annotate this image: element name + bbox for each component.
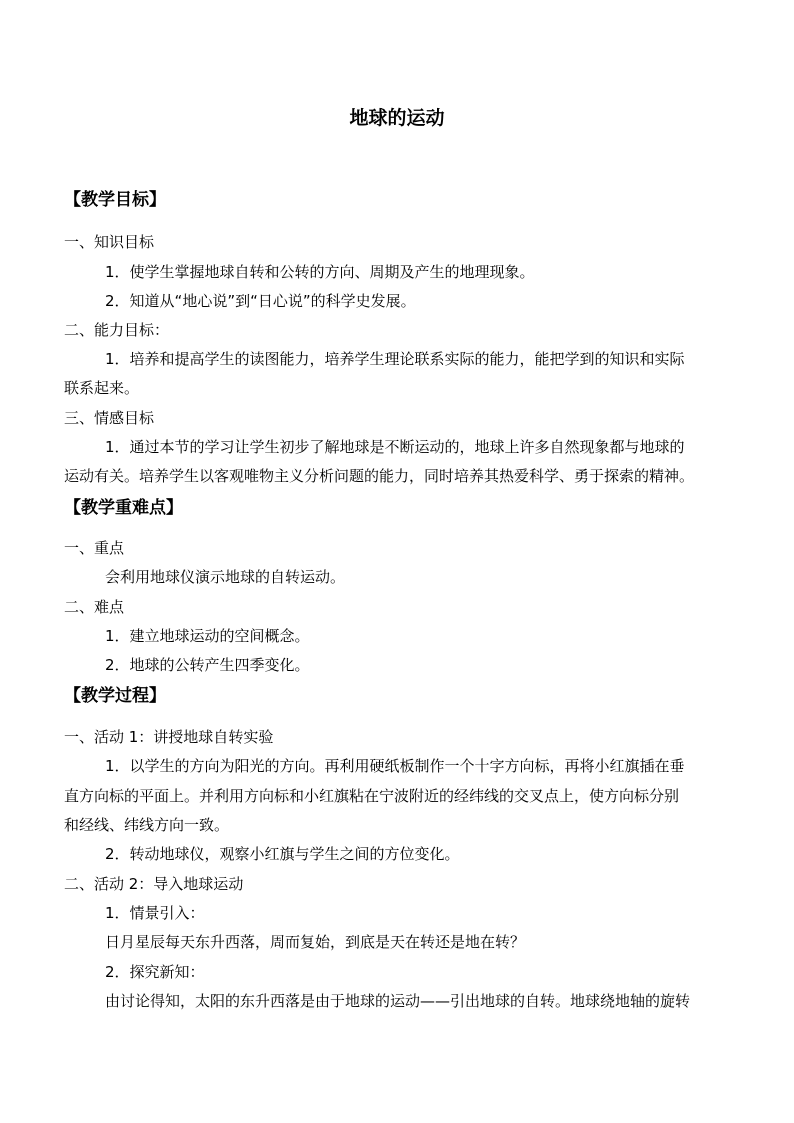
- activity-1-item-1-line-1: 1．以学生的方向为阳光的方向。再利用硬纸板制作一个十字方向标，再将小红旗插在垂: [105, 757, 685, 775]
- activity-1-item-1-line-2: 直方向标的平面上。并利用方向标和小红旗粘在宁波附近的经纬线的交叉点上，使方向标分别: [64, 787, 680, 805]
- activity-1-label: 一、活动 1：讲授地球自转实验: [64, 728, 274, 746]
- document-title: 地球的运动: [349, 107, 445, 129]
- ability-goal-item-1-line-1: 1．培养和提高学生的读图能力，培养学生理论联系实际的能力，能把学到的知识和实际: [105, 350, 685, 368]
- activity-1-item-1-line-3: 和经线、纬线方向一致。: [64, 816, 230, 834]
- emotion-goal-label: 三、情感目标: [64, 409, 155, 427]
- section-heading-process: 【教学过程】: [64, 686, 166, 706]
- focus-label: 一、重点: [64, 539, 125, 557]
- focus-text: 会利用地球仪演示地球的自转运动。: [105, 568, 346, 586]
- knowledge-goal-item-1: 1．使学生掌握地球自转和公转的方向、周期及产生的地理现象。: [105, 263, 535, 281]
- activity-2-item-1-text: 日月星辰每天东升西落，周而复始，到底是天在转还是地在转？: [105, 933, 526, 951]
- activity-2-item-2-text: 由讨论得知，太阳的东升西落是由于地球的运动——引出地球的自转。地球绕地轴的旋转: [105, 992, 691, 1010]
- difficulty-item-1: 1．建立地球运动的空间概念。: [105, 627, 310, 645]
- ability-goal-item-1-line-2: 联系起来。: [64, 379, 140, 397]
- activity-1-item-2: 2．转动地球仪，观察小红旗与学生之间的方位变化。: [105, 845, 460, 863]
- activity-2-item-2: 2．探究新知：: [105, 963, 205, 981]
- ability-goal-label: 二、能力目标：: [64, 321, 170, 339]
- emotion-goal-item-1-line-1: 1．通过本节的学习让学生初步了解地球是不断运动的，地球上许多自然现象都与地球的: [105, 438, 685, 456]
- section-heading-keypoints: 【教学重难点】: [64, 498, 183, 518]
- difficulty-label: 二、难点: [64, 598, 125, 616]
- emotion-goal-item-1-line-2: 运动有关。培养学生以客观唯物主义分析问题的能力，同时培养其热爱科学、勇于探索的精神。: [64, 467, 695, 485]
- section-heading-goals: 【教学目标】: [64, 190, 166, 210]
- knowledge-goal-label: 一、知识目标: [64, 233, 155, 251]
- knowledge-goal-item-2: 2．知道从“地心说”到“日心说”的科学史发展。: [105, 292, 416, 310]
- activity-2-label: 二、活动 2：导入地球运动: [64, 875, 244, 893]
- difficulty-item-2: 2．地球的公转产生四季变化。: [105, 656, 310, 674]
- activity-2-item-1: 1．情景引入：: [105, 904, 205, 922]
